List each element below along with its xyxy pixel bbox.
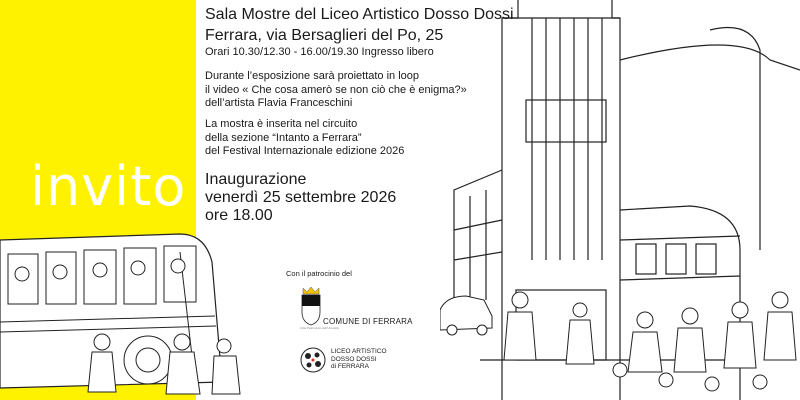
video-note — [205, 70, 467, 111]
ferrara-crest-icon — [300, 286, 322, 326]
school-logo-icon — [299, 346, 327, 374]
opening-hours: Orari 10.30/12.30 - 16.00/19.30 Ingresso libero — [205, 46, 434, 58]
school-line: DOSSO DOSSI — [331, 355, 377, 363]
video-line: dell’artista Flavia Franceschini — [205, 97, 353, 109]
patronage-label: Con il patrocinio del — [286, 269, 352, 278]
venue-name: Sala Mostre del Liceo Artistico Dosso Dossi — [205, 6, 514, 23]
festival-line: La mostra è inserita nel circuito — [205, 118, 358, 130]
venue-address: Ferrara, via Bersaglieri del Po, 25 — [205, 27, 444, 44]
school-line: LICEO ARTISTICO — [331, 348, 387, 355]
comune-name: COMUNE DI FERRARA — [323, 317, 413, 326]
inauguration-heading: Inaugurazione — [205, 171, 307, 188]
video-line: il video « Che cosa amerò se non ciò che è enigma?» — [205, 83, 467, 96]
school-name — [331, 348, 387, 371]
inauguration-block — [205, 171, 396, 225]
building-illustration — [440, 0, 800, 400]
school-line: di FERRARA — [331, 363, 369, 370]
video-line: Durante l’esposizione sarà proiettato in loop — [205, 70, 420, 82]
comune-subtitle: Città Patrimonio dell’Umanità — [300, 326, 339, 330]
bus-illustration — [0, 232, 260, 400]
inauguration-date: venerdì 25 settembre 2026 — [205, 189, 397, 206]
festival-note — [205, 118, 404, 159]
invito-title: invito — [30, 155, 187, 218]
festival-line: della sezione “Intanto a Ferrara” — [205, 131, 362, 144]
festival-line: del Festival Internazionale edizione 2026 — [205, 145, 405, 157]
venue-block — [205, 4, 514, 46]
inauguration-time: ore 18.00 — [205, 207, 273, 224]
